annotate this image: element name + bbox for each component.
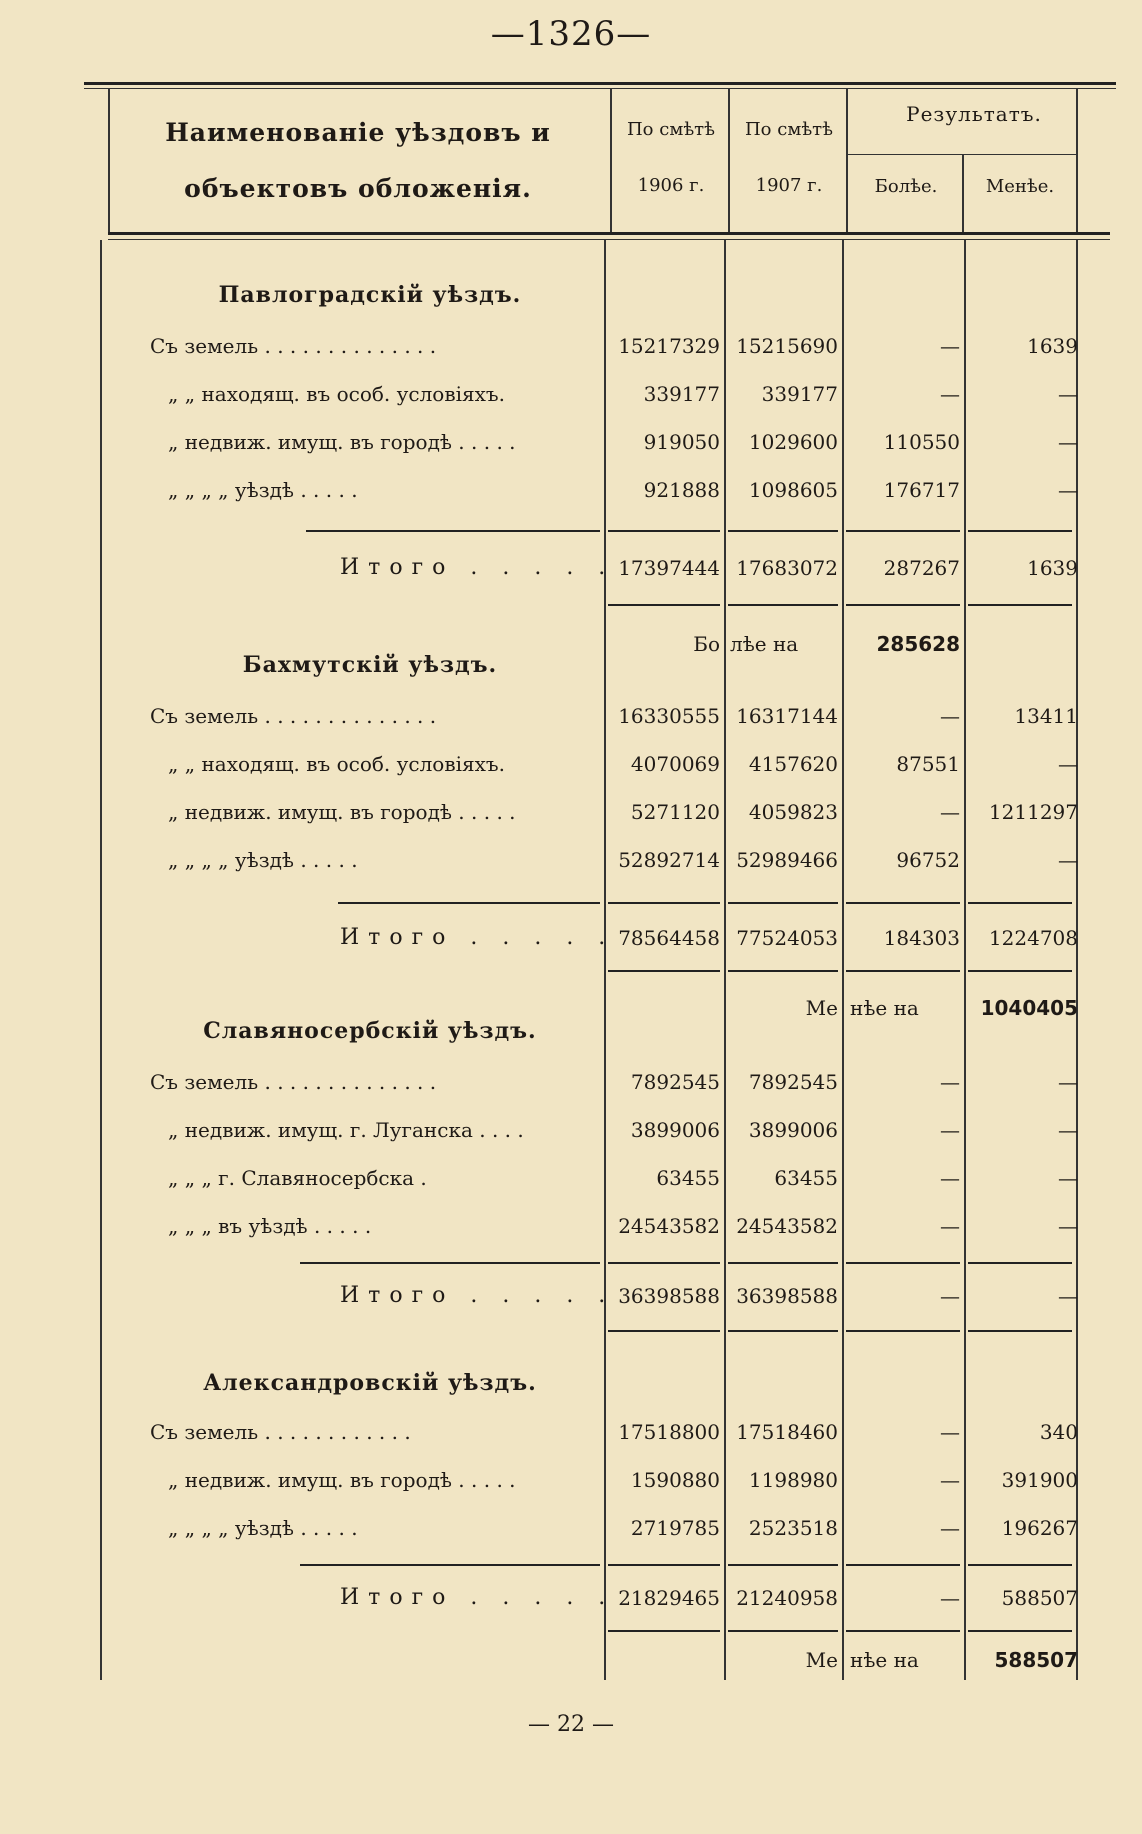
hdr-vline	[846, 88, 848, 234]
page-footer: — 22 —	[528, 1712, 614, 1737]
table-row	[0, 1106, 1142, 1154]
value-1906: 52892714	[618, 848, 720, 872]
value-less: 196267	[1001, 1516, 1078, 1540]
subtotal-rule	[728, 1262, 838, 1264]
header-rule	[108, 232, 1110, 235]
subtotal-rule	[306, 530, 600, 532]
table-row	[0, 322, 1142, 370]
value-1907: 17518460	[736, 1420, 838, 1444]
value-1907: 1029600	[748, 430, 838, 454]
summary-value: 1040405	[980, 996, 1078, 1020]
summary-text-part1: Ме	[805, 996, 838, 1020]
table-row	[0, 740, 1142, 788]
row-label: Съ земель . . . . . . . . . . . . . .	[150, 704, 437, 728]
total-more: 184303	[883, 926, 960, 950]
total-less: 1639	[1027, 556, 1078, 580]
value-more: 176717	[883, 478, 960, 502]
total-1907: 36398588	[736, 1284, 838, 1308]
total-more: 287267	[883, 556, 960, 580]
value-more: —	[940, 1118, 960, 1142]
value-1907: 1198980	[748, 1468, 838, 1492]
value-less: 391900	[1001, 1468, 1078, 1492]
value-1906: 16330555	[618, 704, 720, 728]
header-col-1907-line2: 1907 г.	[755, 175, 823, 196]
table-row	[0, 1456, 1142, 1504]
value-1906: 339177	[643, 382, 720, 406]
summary-text-part2: нѣе на	[850, 996, 919, 1020]
hdr-vline	[962, 154, 964, 234]
summary-rule	[608, 604, 720, 606]
total-less: —	[1058, 1284, 1078, 1308]
subtotal-rule	[608, 1262, 720, 1264]
total-row	[0, 914, 1142, 962]
summary-rule	[728, 1630, 838, 1632]
total-row	[0, 1272, 1142, 1320]
total-1906: 36398588	[618, 1284, 720, 1308]
total-more: —	[940, 1284, 960, 1308]
table-row	[0, 418, 1142, 466]
summary-rule	[846, 970, 960, 972]
total-1907: 77524053	[736, 926, 838, 950]
value-more: 96752	[896, 848, 960, 872]
summary-text-part2: лѣе на	[730, 632, 799, 656]
table-row	[0, 370, 1142, 418]
summary-rule	[728, 604, 838, 606]
summary-rule	[846, 1330, 960, 1332]
row-label: „ „ „ въ уѣздѣ . . . . .	[168, 1214, 372, 1238]
header-col-1906-line2: 1906 г.	[637, 175, 705, 196]
subtotal-rule	[338, 902, 600, 904]
summary-rule	[608, 1630, 720, 1632]
value-less: —	[1058, 478, 1078, 502]
value-less: 1211297	[988, 800, 1078, 824]
value-more: —	[940, 800, 960, 824]
value-1906: 5271120	[630, 800, 720, 824]
section-title: Александровскій уѣздъ.	[203, 1370, 537, 1396]
value-less: —	[1058, 382, 1078, 406]
value-1906: 4070069	[630, 752, 720, 776]
subtotal-rule	[300, 1262, 600, 1264]
summary-text-part2: нѣе на	[850, 1648, 919, 1672]
value-1906: 24543582	[618, 1214, 720, 1238]
top-rule	[84, 82, 1116, 85]
table-row	[0, 788, 1142, 836]
header-less: Менѣе.	[985, 176, 1055, 197]
value-less: —	[1058, 1070, 1078, 1094]
value-more: —	[940, 1070, 960, 1094]
summary-rule	[846, 604, 960, 606]
row-label: „ „ „ „ уѣздѣ . . . . .	[168, 478, 358, 502]
value-1906: 919050	[643, 430, 720, 454]
hdr-vline	[108, 88, 110, 234]
subtotal-rule	[728, 902, 838, 904]
page-number: —1326—	[490, 14, 652, 54]
summary-rule	[728, 970, 838, 972]
value-1907: 24543582	[736, 1214, 838, 1238]
value-1907: 2523518	[748, 1516, 838, 1540]
value-1907: 52989466	[736, 848, 838, 872]
table-row	[0, 1408, 1142, 1456]
summary-rule	[728, 1330, 838, 1332]
total-less: 588507	[1001, 1586, 1078, 1610]
subtotal-rule	[846, 1564, 960, 1566]
summary-text-part1: Ме	[805, 1648, 838, 1672]
hdr-vline	[728, 88, 730, 234]
header-col-1906	[612, 102, 730, 214]
table-row	[0, 692, 1142, 740]
table-row	[0, 1154, 1142, 1202]
header-name-line1: Наименованіе уѣздовъ и	[165, 118, 551, 147]
value-1906: 15217329	[618, 334, 720, 358]
value-less: —	[1058, 1118, 1078, 1142]
row-label: „ „ „ г. Славяносербска .	[168, 1166, 427, 1190]
value-1907: 63455	[774, 1166, 838, 1190]
row-label: „ „ находящ. въ особ. условіяхъ.	[168, 382, 505, 406]
value-1907: 4059823	[748, 800, 838, 824]
total-label: Итого . . . . .	[340, 1283, 615, 1308]
subtotal-rule	[300, 1564, 600, 1566]
value-1906: 7892545	[630, 1070, 720, 1094]
value-more: —	[940, 704, 960, 728]
value-more: —	[940, 382, 960, 406]
header-result: Результатъ.	[906, 102, 1042, 126]
table-row	[0, 466, 1142, 514]
hdr-vline	[1076, 88, 1078, 234]
value-less: —	[1058, 752, 1078, 776]
summary-row	[0, 1636, 1142, 1684]
value-less: —	[1058, 1214, 1078, 1238]
header-rule-thin	[108, 239, 1110, 240]
value-more: —	[940, 334, 960, 358]
value-1906: 3899006	[630, 1118, 720, 1142]
header-name	[108, 105, 608, 217]
value-1906: 2719785	[630, 1516, 720, 1540]
summary-value: 588507	[994, 1648, 1078, 1672]
section-title: Славяносербскій уѣздъ.	[203, 1018, 537, 1044]
summary-rule	[968, 1630, 1072, 1632]
summary-rule	[968, 970, 1072, 972]
value-more: —	[940, 1166, 960, 1190]
value-less: —	[1058, 1166, 1078, 1190]
value-less: 340	[1039, 1420, 1078, 1444]
total-label: Итого . . . . .	[340, 1585, 615, 1610]
table-row	[0, 836, 1142, 884]
total-1906: 21829465	[618, 1586, 720, 1610]
row-label: Съ земель . . . . . . . . . . . . . .	[150, 1070, 437, 1094]
value-1907: 16317144	[736, 704, 838, 728]
value-1906: 1590880	[630, 1468, 720, 1492]
header-col-1906-line1: По смѣтѣ	[626, 119, 715, 140]
value-less: —	[1058, 848, 1078, 872]
subtotal-rule	[608, 1564, 720, 1566]
value-1906: 17518800	[618, 1420, 720, 1444]
subtotal-rule	[968, 1262, 1072, 1264]
subtotal-rule	[608, 902, 720, 904]
summary-value: 285628	[876, 632, 960, 656]
total-1906: 78564458	[618, 926, 720, 950]
row-label: Съ земель . . . . . . . . . . . .	[150, 1420, 411, 1444]
summary-rule	[608, 1330, 720, 1332]
value-1906: 921888	[643, 478, 720, 502]
row-label: „ „ „ „ уѣздѣ . . . . .	[168, 1516, 358, 1540]
subtotal-rule	[728, 530, 838, 532]
value-less: 1639	[1027, 334, 1078, 358]
header-more: Болѣе.	[874, 176, 938, 197]
subtotal-rule	[968, 530, 1072, 532]
section-title: Бахмутскій уѣздъ.	[242, 652, 498, 678]
total-label: Итого . . . . .	[340, 555, 615, 580]
value-1907: 3899006	[748, 1118, 838, 1142]
value-1906: 63455	[656, 1166, 720, 1190]
total-1907: 21240958	[736, 1586, 838, 1610]
total-label: Итого . . . . .	[340, 925, 615, 950]
summary-rule	[968, 1330, 1072, 1332]
subtotal-rule	[846, 902, 960, 904]
total-1906: 17397444	[618, 556, 720, 580]
subtotal-rule	[968, 1564, 1072, 1566]
value-more: —	[940, 1516, 960, 1540]
total-less: 1224708	[988, 926, 1078, 950]
value-more: 87551	[896, 752, 960, 776]
table-row	[0, 1504, 1142, 1552]
total-1907: 17683072	[736, 556, 838, 580]
total-row	[0, 1574, 1142, 1622]
subtotal-rule	[846, 1262, 960, 1264]
subtotal-rule	[968, 902, 1072, 904]
table-row	[0, 1202, 1142, 1250]
header-col-1907	[730, 102, 848, 214]
row-label: „ „ находящ. въ особ. условіяхъ.	[168, 752, 505, 776]
value-less: 13411	[1014, 704, 1078, 728]
value-1907: 7892545	[748, 1070, 838, 1094]
subtotal-rule	[608, 530, 720, 532]
row-label: Съ земель . . . . . . . . . . . . . .	[150, 334, 437, 358]
row-label: „ недвиж. имущ. въ городѣ . . . . .	[168, 1468, 516, 1492]
header-col-1907-line1: По смѣтѣ	[744, 119, 833, 140]
value-less: —	[1058, 430, 1078, 454]
value-more: —	[940, 1420, 960, 1444]
top-rule-thin	[84, 88, 1116, 89]
row-label: „ недвиж. имущ. въ городѣ . . . . .	[168, 800, 516, 824]
row-label: „ недвиж. имущ. въ городѣ . . . . .	[168, 430, 516, 454]
subtotal-rule	[728, 1564, 838, 1566]
total-more: —	[940, 1586, 960, 1610]
hdr-vline	[610, 88, 612, 234]
summary-rule	[968, 604, 1072, 606]
table-row	[0, 1058, 1142, 1106]
value-1907: 1098605	[748, 478, 838, 502]
summary-rule	[608, 970, 720, 972]
section-title: Павлоградскій уѣздъ.	[218, 282, 522, 308]
summary-rule	[846, 1630, 960, 1632]
row-label: „ недвиж. имущ. г. Луганска . . . .	[168, 1118, 524, 1142]
value-1907: 4157620	[748, 752, 838, 776]
summary-text-part1: Бо	[693, 632, 720, 656]
subtotal-rule	[846, 530, 960, 532]
row-label: „ „ „ „ уѣздѣ . . . . .	[168, 848, 358, 872]
value-1907: 339177	[761, 382, 838, 406]
header-name-line2: объектовъ обложенія.	[184, 174, 532, 203]
total-row	[0, 544, 1142, 592]
value-more: —	[940, 1214, 960, 1238]
value-more: —	[940, 1468, 960, 1492]
value-1907: 15215690	[736, 334, 838, 358]
value-more: 110550	[883, 430, 960, 454]
